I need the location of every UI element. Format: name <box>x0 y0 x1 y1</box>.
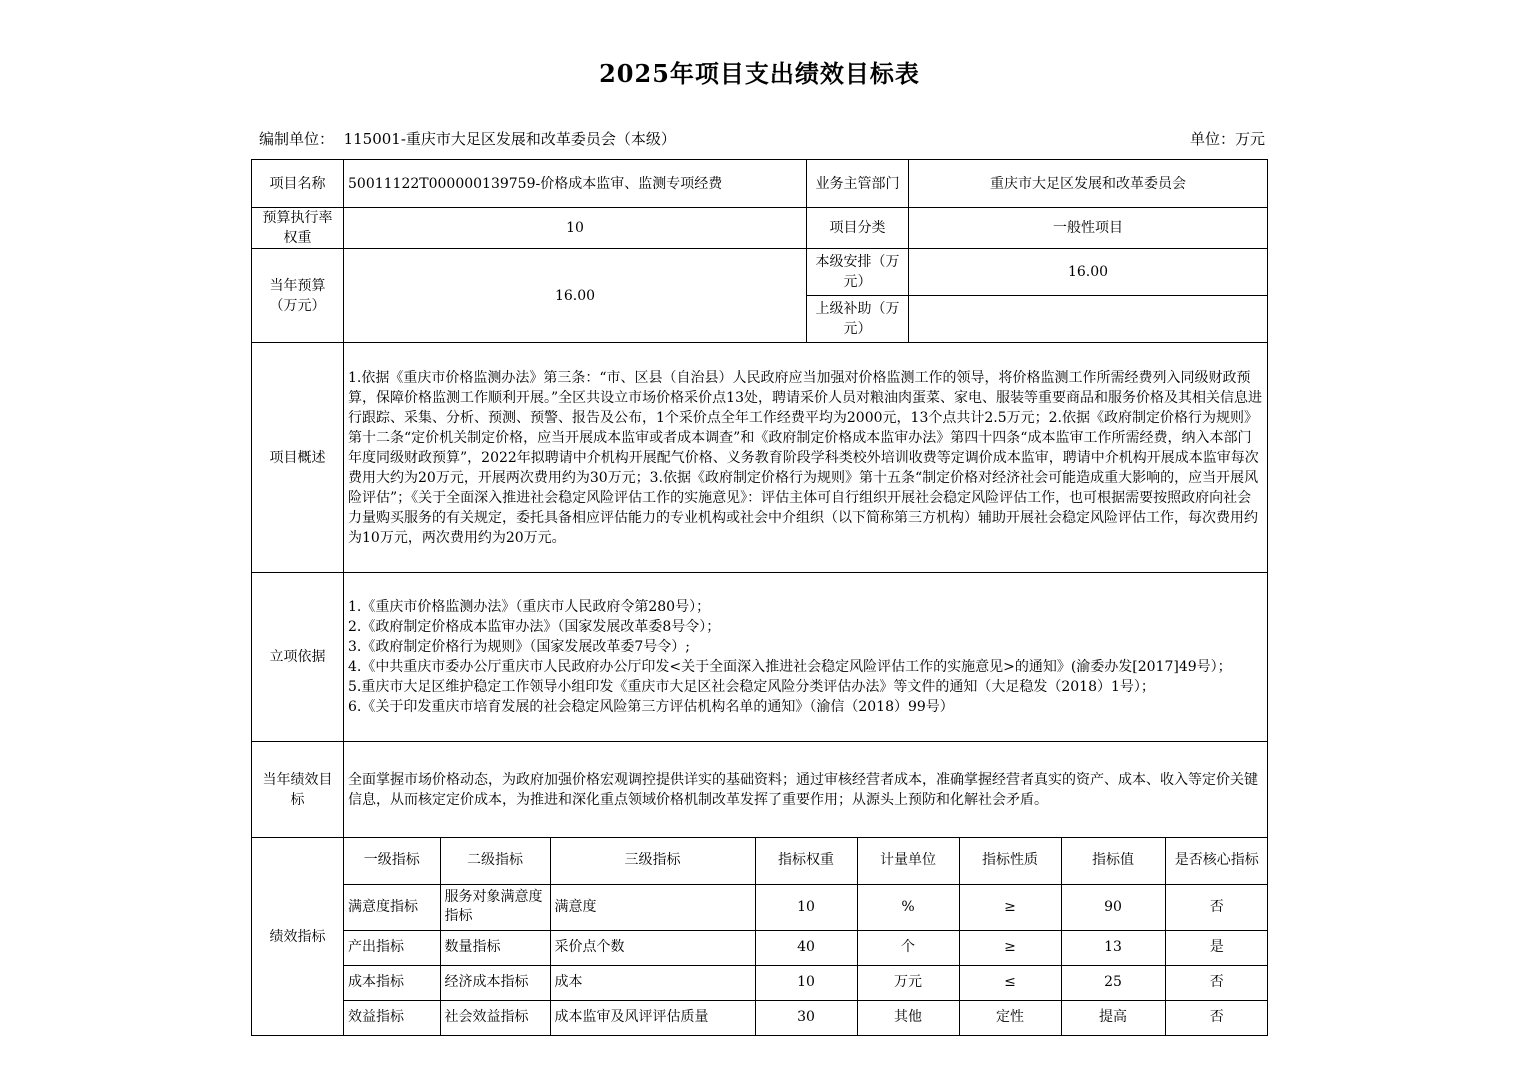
basis-label: 立项依据 <box>252 573 344 742</box>
category-value: 一般性项目 <box>909 208 1268 249</box>
table-cell: 服务对象满意度指标 <box>440 884 550 930</box>
page-title: 2025年项目支出绩效目标表 <box>599 59 920 88</box>
table-cell: 10 <box>755 884 857 930</box>
table-cell: 90 <box>1061 884 1165 930</box>
indicator-header-row <box>344 838 1268 884</box>
compiling-unit <box>259 128 676 149</box>
basis-line: 4.《中共重庆市委办公厅重庆市人民政府办公厅印发<关于全面深入推进社会稳定风险评估工作的实施意见>的通知》(渝委办发[2017]49号）； <box>348 659 1232 675</box>
compiling-unit-label: 编制单位： <box>259 130 335 148</box>
overview-label: 项目概述 <box>252 343 344 573</box>
budget-value: 16.00 <box>344 249 807 343</box>
project-name-label: 项目名称 <box>252 160 344 208</box>
goal-text: 全面掌握市场价格动态，为政府加强价格宏观调控提供详实的基础资料；通过审核经营者成本，准确掌握经营者真实的资产、成本、收入等定价关键信息，从而核定定价成本，为推进和深化重点领域价格机制改革发挥了重要作用；从源头上预防和化解社会矛盾。 <box>344 742 1268 838</box>
table-cell: 成本 <box>550 965 755 1000</box>
table-cell: 个 <box>857 930 959 965</box>
indicator-header: 指标值 <box>1061 838 1165 884</box>
table-row <box>344 884 1268 930</box>
table-cell: 否 <box>1165 965 1268 1000</box>
table-cell: ≥ <box>959 930 1061 965</box>
indicator-header: 一级指标 <box>344 838 440 884</box>
table-cell: 其他 <box>857 1000 959 1035</box>
table-cell: 10 <box>755 965 857 1000</box>
performance-table <box>251 159 1268 1036</box>
local-arrangement-label: 本级安排（万元） <box>807 249 909 296</box>
table-cell: 经济成本指标 <box>440 965 550 1000</box>
indicator-header: 三级指标 <box>550 838 755 884</box>
table-row <box>344 1000 1268 1035</box>
table-cell: 40 <box>755 930 857 965</box>
table-cell: 万元 <box>857 965 959 1000</box>
table-cell: ≤ <box>959 965 1061 1000</box>
basis-line: 3.《政府制定价格行为规则》（国家发展改革委7号令）; <box>348 639 690 655</box>
indicator-header: 计量单位 <box>857 838 959 884</box>
table-cell: 成本监审及风评评估质量 <box>550 1000 755 1035</box>
table-cell: 30 <box>755 1000 857 1035</box>
weight-value: 10 <box>344 208 807 249</box>
dept-label: 业务主管部门 <box>807 160 909 208</box>
upper-subsidy-label: 上级补助（万元） <box>807 296 909 343</box>
table-cell: 成本指标 <box>344 965 440 1000</box>
indicators-label: 绩效指标 <box>252 838 344 1036</box>
category-label: 项目分类 <box>807 208 909 249</box>
local-arrangement-value: 16.00 <box>909 249 1268 296</box>
table-cell: 否 <box>1165 884 1268 930</box>
currency-unit: 单位：万元 <box>1189 130 1265 148</box>
table-cell: 效益指标 <box>344 1000 440 1035</box>
dept-value: 重庆市大足区发展和改革委员会 <box>909 160 1268 208</box>
table-cell: 定性 <box>959 1000 1061 1035</box>
table-cell: 否 <box>1165 1000 1268 1035</box>
indicator-table <box>344 838 1268 1035</box>
budget-label: 当年预算（万元） <box>252 249 344 343</box>
project-name-value: 50011122T000000139759-价格成本监审、监测专项经费 <box>344 160 807 208</box>
table-cell: 是 <box>1165 930 1268 965</box>
table-cell: 产出指标 <box>344 930 440 965</box>
basis-line: 6.《关于印发重庆市培育发展的社会稳定风险第三方评估机构名单的通知》（渝信（2018）99号） <box>348 699 954 715</box>
basis-line: 2.《政府制定价格成本监审办法》（国家发展改革委8号令）； <box>348 619 721 635</box>
table-cell: ≥ <box>959 884 1061 930</box>
table-cell: % <box>857 884 959 930</box>
weight-label: 预算执行率权重 <box>252 208 344 249</box>
basis-line: 1.《重庆市价格监测办法》（重庆市人民政府令第280号）； <box>348 599 711 615</box>
table-cell: 采价点个数 <box>550 930 755 965</box>
table-cell: 社会效益指标 <box>440 1000 550 1035</box>
table-row <box>344 965 1268 1000</box>
indicator-header: 指标权重 <box>755 838 857 884</box>
table-cell: 提高 <box>1061 1000 1165 1035</box>
table-cell: 25 <box>1061 965 1165 1000</box>
basis-list <box>344 573 1268 742</box>
table-cell: 13 <box>1061 930 1165 965</box>
table-cell: 满意度指标 <box>344 884 440 930</box>
upper-subsidy-value <box>909 296 1268 343</box>
indicator-header: 是否核心指标 <box>1165 838 1268 884</box>
indicator-header: 指标性质 <box>959 838 1061 884</box>
overview-text: 1.依据《重庆市价格监测办法》第三条：“市、区县（自治县）人民政府应当加强对价格监测工作的领导，将价格监测工作所需经费列入同级财政预算，保障价格监测工作顺利开展。”全区共设立市场价格采价点13处，聘请采价人员对粮油肉蛋菜、家电、服装等重要商品和服务价格及其相关信息进行跟踪、采集、分析、预测、预警、报告及公布，1个采价点全年工作经费平均为2000元，13个点共计2.5万元；2.依据《政府制定价格行为规则》第十二条“定价机关制定价格，应当开展成本监审或者成本调查”和《政府制定价格成本监审办法》第四十四条“成本监审工作所需经费，纳入本部门年度同级财政预算”，2022年拟聘请中介机构开展配气价格、义务教育阶段学科类校外培训收费等定调价成本监审，聘请中介机构开展成本监审每次费用大约为20万元，开展两次费用约为30万元；3.依据《政府制定价格行为规则》第十五条“制定价格对经济社会可能造成重大影响的，应当开展风险评估”；《关于全面深入推进社会稳定风险评估工作的实施意见》：评估主体可自行组织开展社会稳定风险评估工作，也可根据需要按照政府向社会力量购买服务的有关规定，委托具备相应评估能力的专业机构或社会中介组织（以下简称第三方机构）辅助开展社会稳定风险评估工作，每次费用约为10万元，两次费用约为20万元。 <box>344 343 1268 573</box>
compiling-unit-value: 115001-重庆市大足区发展和改革委员会（本级） <box>343 130 676 148</box>
table-cell: 数量指标 <box>440 930 550 965</box>
table-row <box>344 930 1268 965</box>
indicator-header: 二级指标 <box>440 838 550 884</box>
table-cell: 满意度 <box>550 884 755 930</box>
basis-line: 5.重庆市大足区维护稳定工作领导小组印发《重庆市大足区社会稳定风险分类评估办法》等文件的通知（大足稳发（2018）1号）； <box>348 679 1155 695</box>
goal-label: 当年绩效目标 <box>252 742 344 838</box>
